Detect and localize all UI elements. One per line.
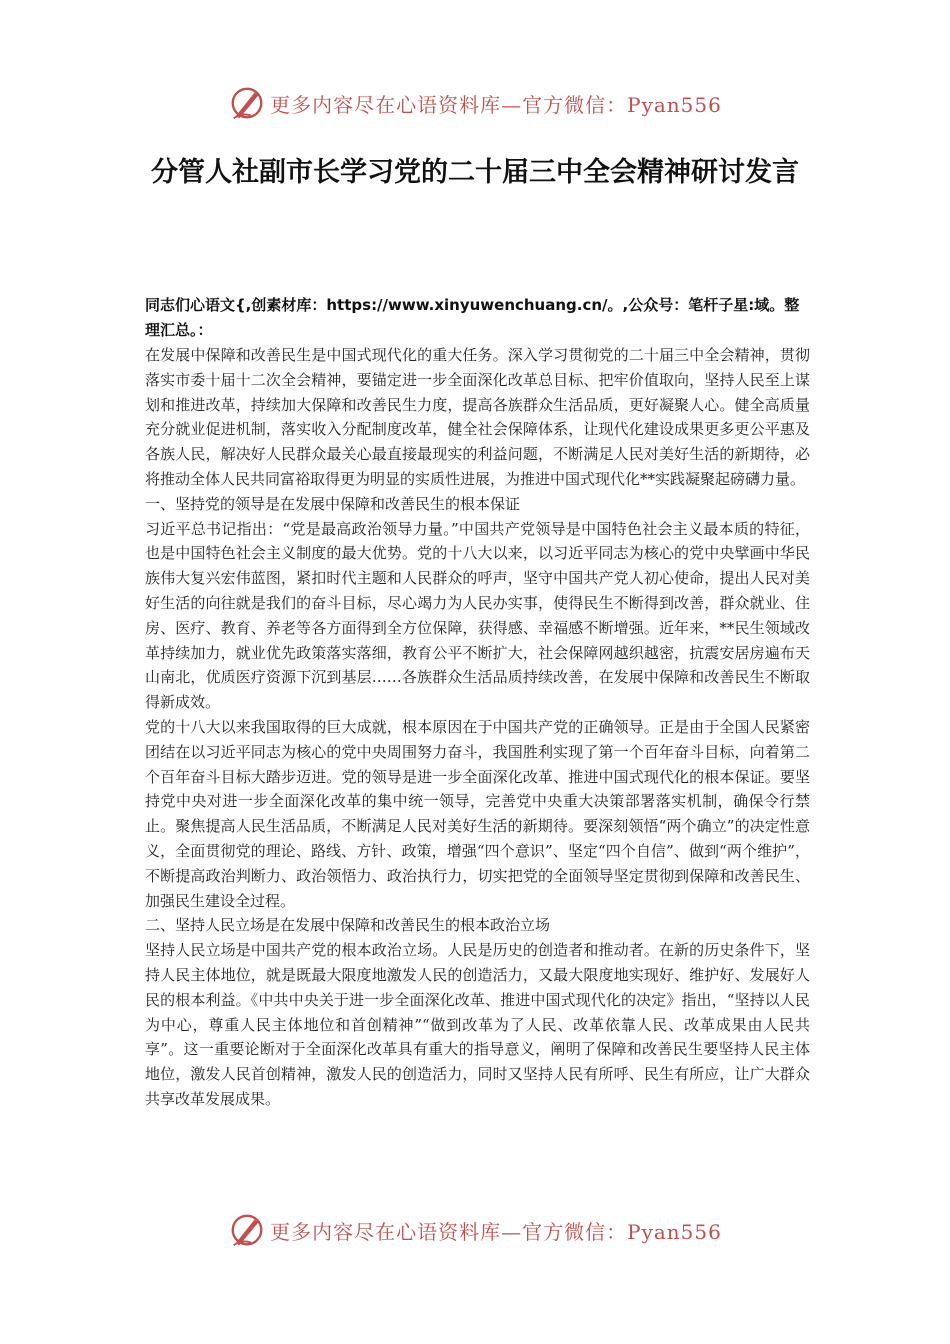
paragraph: 习近平总书记指出：“党是最高政治领导力量。”中国共产党领导是中国特色社会主义最本质的特征，也是中国特色社会主义制度的最大优势。党的十八大以来，以习近平同志为核心的党中央擘画中华民族伟大复兴宏伟蓝图，紧扣时代主题和人民群众的呼声，坚守中国共产党人初心使命，提出人民对美好生活的向往就是我们的奋斗目标，尽心竭力为人民办实事，使得民生不断得到改善，群众就业、住房、医疗、教育、养老等各方面得到全方位保障，获得感、幸福感不断增强。近年来，**民生领域改革持续加力，就业优先政策落实落细，教育公平不断扩大，社会保障网越织越密，抗震安居房遍布天山南北，优质医疗资源下沉到基层……各族群众生活品质持续改善，在发展中保障和改善民生不断取得新成效。 [145,519,810,712]
paragraph: 坚持人民立场是中国共产党的根本政治立场。人民是历史的创造者和推动者。在新的历史条件下，坚持人民主体地位，就是既最大限度地激发人民的创造活力，又最大限度地实现好、维护好、发展好人民的根本利益。《中共中央关于进一步全面深化改革、推进中国式现代化的决定》指出，“坚持以人民为中心，尊重人民主体地位和首创精神”“做到改革为了人民、改革依靠人民、改革成果由人民共享”。这一重要论断对于全面深化改革具有重大的指导意义，阐明了保障和改善民生要坚持人民主体地位，激发人民首创精神，激发人民的创造活力，同时又坚持人民有所呼、民生有所应，让广大群众共享改革发展成果。 [145,941,810,1108]
section-heading: 二、坚持人民立场是在发展中保障和改善民生的根本政治立场 [145,916,551,935]
pen-circle-logo-icon [228,84,266,122]
banner-text: 更多内容尽在心语资料库—官方微信：Pyan556 [270,92,722,117]
footer-banner [0,1205,950,1255]
paragraph: 在发展中保障和改善民生是中国式现代化的重大任务。深入学习贯彻党的二十届三中全会精神，贯彻落实市委十届十二次全会精神，要锚定进一步全面深化改革总目标、把牢价值取向，坚持人民至上谋划和推进改革，持续加大保障和改善民生力度，提高各族群众生活品质，更好凝聚人心。健全高质量充分就业促进机制，落实收入分配制度改革，健全社会保障体系，让现代化建设成果更多更公平惠及各族人民，解决好人民群众最关心最直接最现实的利益问题，不断满足人民对美好生活的新期待，必将推动全体人民共同富裕取得更为明显的实质性进展，为推进中国式现代化**实践凝聚起磅礴力量。 [145,346,810,488]
document-title: 分管人社副市长学习党的二十届三中全会精神研讨发言 [151,157,799,188]
banner-text: 更多内容尽在心语资料库—官方微信：Pyan556 [270,1219,722,1244]
pen-circle-logo-icon [228,1211,266,1249]
section-heading: 一、坚持党的领导是在发展中保障和改善民生的根本保证 [145,494,521,513]
source-line: 同志们心语文{,创素材库：https://www.xinyuwenchuang.cn/。,公众号：笔杆子星:域。整理汇总。： [145,296,800,339]
document-body [145,293,810,1112]
header-banner [0,78,950,128]
paragraph: 党的十八大以来我国取得的巨大成就，根本原因在于中国共产党的正确领导。正是由于全国人民紧密团结在以习近平同志为核心的党中央周围努力奋斗，我国胜利实现了第一个百年奋斗目标，向着第二个百年奋斗目标大踏步迈进。党的领导是进一步全面深化改革、推进中国式现代化的根本保证。要坚持党中央对进一步全面深化改革的集中统一领导，完善党中央重大决策部署落实机制，确保令行禁止。聚焦提高人民生活品质，不断满足人民对美好生活的新期待。要深刻领悟“两个确立”的决定性意义，全面贯彻党的理论、路线、方针、政策，增强“四个意识”、坚定“四个自信”、做到“两个维护”，不断提高政治判断力、政治领悟力、政治执行力，切实把党的全面领导坚定贯彻到保障和改善民生、加强民生建设全过程。 [145,717,810,910]
